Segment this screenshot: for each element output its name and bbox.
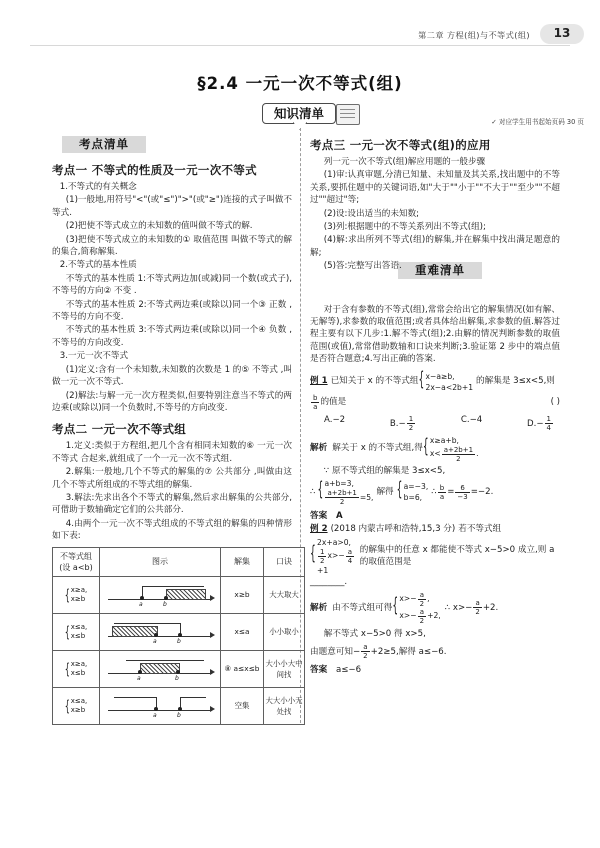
text-1-1a: (1)一般地,用符号"<"(或"≤")">"(或"≥")连接的式子叫做不等式. <box>52 195 292 218</box>
cell-mnemonic: 大大小小无处找 <box>264 687 305 724</box>
cell-mnemonic: 大大取大 <box>264 576 305 613</box>
example-1-analysis-system-3 <box>397 481 429 503</box>
example-1-stem-fraction <box>311 394 319 411</box>
key-difficult-label: 重难清单 <box>415 263 465 277</box>
example-2-blank[interactable]: ________ <box>310 576 345 587</box>
number-line-figure: a b <box>104 656 216 682</box>
th-mnemonic: 口诀 <box>264 547 305 576</box>
sys-line: x≤b <box>70 631 86 640</box>
option-c[interactable] <box>461 415 482 432</box>
example-2-source: (2018 内蒙古呼和浩特,15,3 分) <box>330 524 456 535</box>
cell-system <box>53 576 100 613</box>
example-2-stem-end: . <box>344 576 348 587</box>
key-difficult-paragraph: 对于含有参数的不等式(组),常常会给出它的解集情况(如有解、无解等),求参数的取值范围;或者具体给出解集,求参数的值.解答过程主要有以下几步:1.解不等式(组);2.由解的情况判断参数的取值范围(或值),常常借助数轴和口诀来判断;3.验证第 2 步中的端点值是否符合题意;4.写出正确的答案. <box>310 304 560 365</box>
sys-line-fraction: x>− $\frac{a}{2}$ , <box>399 590 430 608</box>
text-1-2a: 不等式的基本性质 1:不等式两边加(或减)同一个数(或式子),不等号的方向② 不变 . <box>52 273 292 297</box>
sys-line: x≤a, <box>70 696 88 705</box>
sys-line: x≥b <box>70 594 86 603</box>
example-2-analysis-2b: +2. <box>482 602 499 613</box>
number-line-figure: a b <box>104 582 216 608</box>
example-1 <box>310 371 560 521</box>
text-1-1: 1.不等式的有关概念 <box>59 182 137 192</box>
cell-solution: x≥b <box>221 576 264 613</box>
example-2-analysis-1: 由不等式组可得 <box>332 602 393 613</box>
knowledge-list-badge <box>262 103 336 124</box>
page-number: 13 <box>553 26 571 40</box>
text-1-3b: (2)解法:与解一元一次方程类似,但要特别注意当不等式的两边乘(或除以)同一个负数时,不等号的方向改变. <box>52 390 292 413</box>
example-2-analysis-4b: +2≥5,解得 a≤−6. <box>370 646 447 657</box>
text-2-2: 2.解集:一般地,几个不等式的解集的⑦ 公共部分 ,叫做由这几个不等式所组成的不等式组的解集. <box>52 467 292 490</box>
example-2-analysis-label: 解析 <box>310 602 328 613</box>
table-row <box>53 650 305 687</box>
text-1-3: 3.一元一次不等式 <box>59 351 129 362</box>
notebook-icon <box>336 104 360 125</box>
option-c-value: −4 <box>469 414 483 425</box>
cell-system <box>53 650 100 687</box>
example-2 <box>310 523 560 675</box>
sys-line-fraction: x< $\frac{a+2b+1}{2}$ . <box>429 445 479 463</box>
page-title: §2.4 一元一次不等式(组) <box>197 74 403 93</box>
example-2-frac-a2-b: $\frac{a}{2}$ <box>363 643 368 661</box>
example-2-analysis-system <box>392 591 440 625</box>
cell-solution: x≤a <box>221 613 264 650</box>
number-line-figure: a b <box>104 619 216 645</box>
text-3-1: (1)审:认真审题,分清已知量、未知量及其关系,找出题中的不等关系,要抓住题中的关键词语,如"大于""小于""不大于""至少""不超过""超过"等; <box>310 170 560 206</box>
text-1-1c: (3)把使不等式成立的未知数的① 取值范围 叫做不等式的解的集合,简称解集. <box>52 234 292 258</box>
cell-system <box>53 613 100 650</box>
cell-mnemonic: 大小小大中间找 <box>264 650 305 687</box>
text-1-2c: 不等式的基本性质 3:不等式两边乘(或除以)同一个④ 负数 ,不等号的方向改变. <box>52 325 292 348</box>
cell-solution: 空集 <box>221 687 264 724</box>
example-2-analysis-2a: ∴ x>− <box>444 602 473 613</box>
inequality-cases-table <box>52 547 305 725</box>
option-a[interactable] <box>324 415 345 432</box>
sys-line: b=6, <box>403 493 423 503</box>
text-2-1: 1.定义:类似于方程组,把几个含有相同未知数的⑥ 一元一次不等式 合起来,就组成了一个一元一次不等式组. <box>52 441 292 464</box>
sys-line: x≥a+b, <box>429 435 459 445</box>
sys-line: x≥a, <box>70 659 88 668</box>
frac-numerator: b <box>313 393 318 402</box>
heading-point-1: 考点一 不等式的性质及一元一次不等式 <box>52 163 257 177</box>
text-3-2: (2)设:设出适当的未知数; <box>323 208 420 219</box>
example-2-answer-row <box>310 663 560 675</box>
example-1-frac-ba: $\frac{b}{a}$ <box>439 483 445 501</box>
example-1-system <box>418 371 473 393</box>
example-1-stem-b: 的解集是 3≤x<5,则 <box>476 376 555 387</box>
option-b-value: − <box>398 418 406 429</box>
example-1-label: 例 1 <box>310 376 328 387</box>
text-3-0: 列一元一次不等式(组)解应用题的一般步骤 <box>323 157 486 167</box>
text-3-5: (5)答:完整写出答语. <box>323 261 402 272</box>
sys-line: x≥a, <box>70 585 88 594</box>
sys-line: 2x−a<2b+1 <box>425 382 474 392</box>
option-a-key: A. <box>324 414 333 425</box>
option-d-key: D. <box>526 418 537 429</box>
example-2-label: 例 2 <box>310 524 328 535</box>
header-divider <box>30 45 570 46</box>
example-1-answer-value: A <box>335 511 343 522</box>
th-figure: 图示 <box>100 547 221 576</box>
option-c-key: C. <box>460 414 470 425</box>
page-header <box>0 0 600 46</box>
text-3-3: (3)列:根据题中的不等关系列出不等式(组); <box>323 222 486 233</box>
sys-line: a=−3, <box>403 482 429 492</box>
text-1-3a: (1)定义:含有一个未知数,未知数的次数是 1 的⑤ 不等式 ,叫做一元一次不等式. <box>52 364 292 388</box>
sys-line: x≤b <box>70 668 86 677</box>
example-2-stem-a: 若不等式组 <box>458 524 502 535</box>
table-row <box>53 576 305 613</box>
example-1-analysis-1: 解关于 x 的不等式组,得 <box>332 443 423 454</box>
text-1-1b: (2)把使不等式成立的未知数的值叫做不等式的解. <box>65 221 253 232</box>
sys-line-fraction: $\frac{a+2b+1}{2}$ =5, <box>327 489 374 507</box>
example-1-analysis-2: ∵ 原不等式组的解集是 3≤x<5, <box>323 465 446 476</box>
example-2-analysis-3: 解不等式 x−5>0 得 x>5, <box>323 628 426 639</box>
cell-system <box>53 687 100 724</box>
cell-figure <box>100 576 221 613</box>
heading-point-2: 考点二 一元一次不等式组 <box>52 422 187 437</box>
sys-line-fraction: $\frac{1}{2}$ x>− $\frac{a}{4}$ +1 <box>317 547 353 575</box>
th-system: 不等式组 (设 a<b) <box>53 547 100 576</box>
example-1-options <box>310 415 560 432</box>
knowledge-list-label: 知识清单 <box>273 106 324 121</box>
text-1-2: 2.不等式的基本性质 <box>59 260 137 271</box>
example-1-analysis-4a: ∴ <box>431 486 437 497</box>
example-2-stem-b: 的解集中的任意 x 都能使不等式 x−5>0 成立,则 a 的取值范围是 <box>359 544 555 567</box>
example-1-stem-c: 的值是 <box>320 396 347 407</box>
header-chapter-title: 第二章 方程(组)与不等式(组) <box>418 30 530 40</box>
option-d-value: − <box>536 418 544 429</box>
option-b[interactable] <box>390 415 416 432</box>
example-1-equals: = <box>447 486 455 497</box>
sys-line: a+b=3, <box>324 479 354 489</box>
left-column <box>52 155 303 725</box>
text-2-3: 3.解法:先求出各个不等式的解集,然后求出解集的公共部分,可借助于数轴确定它们的公共部分. <box>52 492 292 516</box>
example-1-therefore: ∴ <box>310 486 316 497</box>
exam-points-badge <box>62 136 146 153</box>
example-2-answer-value: a≤−6 <box>335 665 362 676</box>
example-1-analysis-label: 解析 <box>310 443 328 454</box>
table-row <box>53 687 305 724</box>
example-1-stem-a: 已知关于 x 的不等式组 <box>330 376 419 387</box>
student-book-note <box>491 116 584 126</box>
example-2-system <box>310 537 357 576</box>
table-header-row <box>53 547 305 576</box>
exam-points-label: 考点清单 <box>79 137 129 151</box>
option-a-value: −2 <box>332 414 346 425</box>
example-1-analysis-system-2 <box>317 478 373 506</box>
frac-denominator: a <box>313 402 318 411</box>
example-2-frac-a2: $\frac{a}{2}$ <box>475 599 480 617</box>
example-1-analysis-4b: =−2. <box>470 486 494 497</box>
table-row <box>53 613 305 650</box>
text-3-4: (4)解:求出所列不等式(组)的解集,并在解集中找出满足题意的解; <box>310 235 560 258</box>
sys-line: 2x+a>0, <box>317 537 351 547</box>
sys-line-fraction: x>− $\frac{a}{2}$ +2, <box>399 607 441 625</box>
heading-point-3: 考点三 一元一次不等式(组)的应用 <box>310 138 491 152</box>
option-b-fraction: $\frac{1}{2}$ <box>408 414 414 432</box>
cell-figure <box>100 650 221 687</box>
sys-line: x−a≥b, <box>425 371 455 381</box>
note-check-icon: ✓ <box>491 118 497 126</box>
example-1-frac-6-neg3: $\frac{6}{-3}$ <box>457 483 468 501</box>
sys-line: x≥b <box>70 705 86 714</box>
example-2-analysis-4a: 由题意可知− <box>310 646 361 657</box>
example-1-analysis-3: 解得 <box>376 486 394 497</box>
right-column <box>310 130 560 675</box>
text-2-4: 4.由两个一元一次不等式组成的不等式组的解集的四种情形如下表: <box>52 518 292 542</box>
text-1-2b: 不等式的基本性质 2:不等式两边乘(或除以)同一个③ 正数 ,不等号的方向不变. <box>52 299 292 323</box>
example-1-answer-row <box>310 509 560 521</box>
cell-mnemonic: 小小取小 <box>264 613 305 650</box>
th-solution: 解集 <box>221 547 264 576</box>
cell-figure <box>100 613 221 650</box>
sys-line: x≤a, <box>70 622 88 631</box>
example-1-answer-label: 答案 <box>310 511 328 522</box>
example-2-answer-label: 答案 <box>310 665 328 676</box>
option-b-key: B. <box>389 418 399 429</box>
cell-figure <box>100 687 221 724</box>
example-1-answer-parens: ( ) <box>550 396 560 407</box>
option-d-fraction: $\frac{1}{4}$ <box>546 414 551 432</box>
option-d[interactable] <box>527 415 554 432</box>
student-book-note-text: 对应学生用书起始页码 30 页 <box>498 118 584 126</box>
cell-solution: ⑧ a≤x≤b <box>221 650 264 687</box>
number-line-figure: a b <box>104 693 216 719</box>
example-1-analysis-system <box>423 435 479 463</box>
